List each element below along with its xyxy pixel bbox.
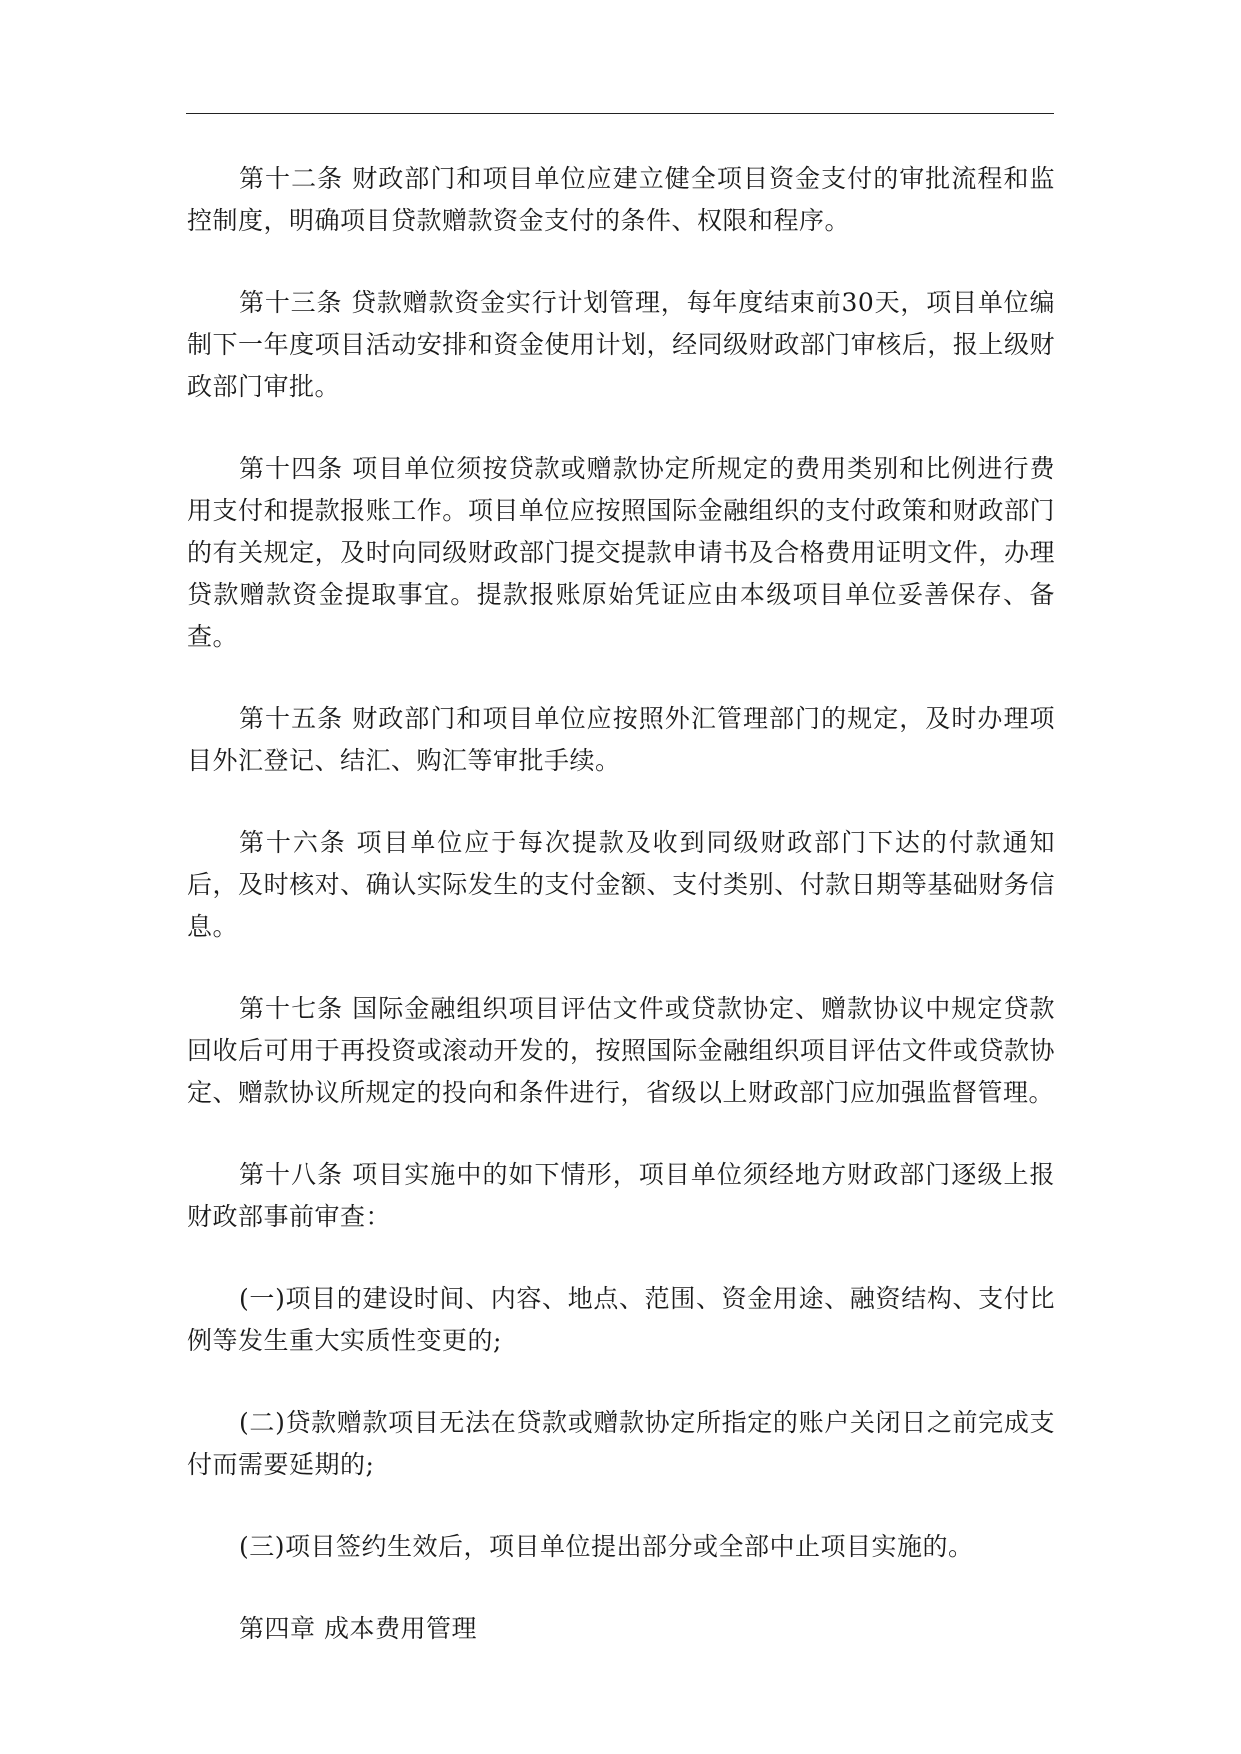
article-13-paragraph: 第十三条 贷款赠款资金实行计划管理，每年度结束前30天，项目单位编制下一年度项目活动安排和资金使用计划，经同级财政部门审核后，报上级财政部门审批。	[187, 288, 1055, 401]
header-rule	[186, 113, 1054, 114]
document-body	[187, 158, 1055, 1650]
article-18-item-1: (一)项目的建设时间、内容、地点、范围、资金用途、融资结构、支付比例等发生重大实质性变更的;	[187, 1284, 1055, 1355]
article-18-item-3: (三)项目签约生效后，项目单位提出部分或全部中止项目实施的。	[239, 1532, 974, 1561]
article-15-paragraph: 第十五条 财政部门和项目单位应按照外汇管理部门的规定，及时办理项目外汇登记、结汇、购汇等审批手续。	[187, 704, 1055, 775]
article-17-paragraph: 第十七条 国际金融组织项目评估文件或贷款协定、赠款协议中规定贷款回收后可用于再投资或滚动开发的，按照国际金融组织项目评估文件或贷款协定、赠款协议所规定的投向和条件进行，省级以上财政部门应加强监督管理。	[187, 994, 1055, 1107]
article-16-paragraph: 第十六条 项目单位应于每次提款及收到同级财政部门下达的付款通知后，及时核对、确认实际发生的支付金额、支付类别、付款日期等基础财务信息。	[187, 828, 1055, 941]
article-18-paragraph: 第十八条 项目实施中的如下情形，项目单位须经地方财政部门逐级上报财政部事前审查：	[187, 1160, 1055, 1231]
article-18-item-2: (二)贷款赠款项目无法在贷款或赠款协定所指定的账户关闭日之前完成支付而需要延期的;	[187, 1408, 1055, 1479]
chapter-heading: 第四章 成本费用管理	[239, 1614, 477, 1643]
article-14-paragraph: 第十四条 项目单位须按贷款或赠款协定所规定的费用类别和比例进行费用支付和提款报账工作。项目单位应按照国际金融组织的支付政策和财政部门的有关规定，及时向同级财政部门提交提款申请书及合格费用证明文件，办理贷款赠款资金提取事宜。提款报账原始凭证应由本级项目单位妥善保存、备查。	[187, 454, 1055, 651]
article-12-paragraph: 第十二条 财政部门和项目单位应建立健全项目资金支付的审批流程和监控制度，明确项目贷款赠款资金支付的条件、权限和程序。	[187, 164, 1055, 235]
